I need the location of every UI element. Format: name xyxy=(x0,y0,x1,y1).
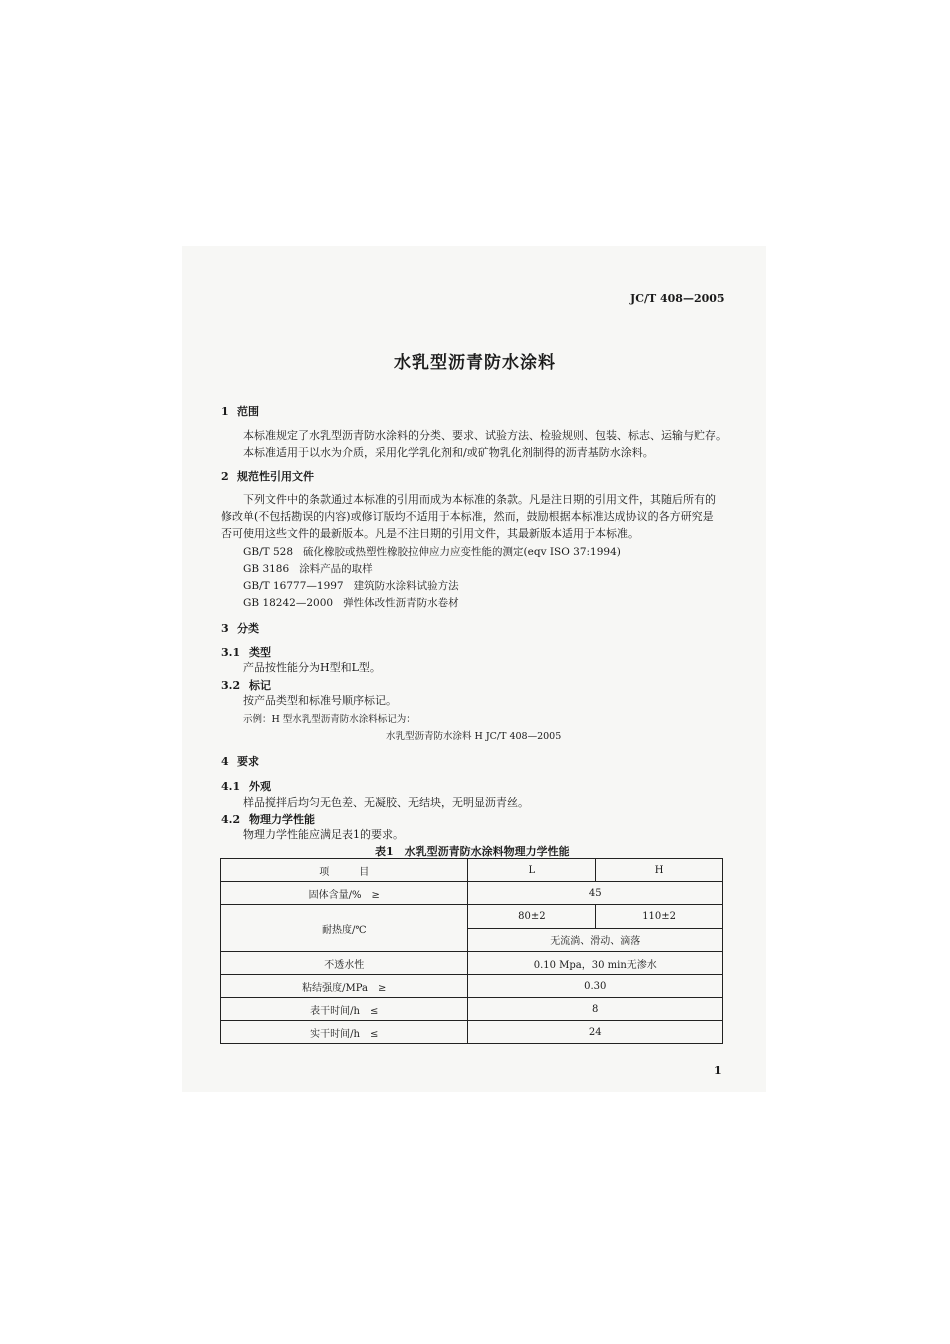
reference-id: GB 18242—2000 xyxy=(243,597,334,609)
reference-item xyxy=(243,561,373,576)
table-row xyxy=(221,882,723,905)
section-number: 1 xyxy=(221,405,229,418)
properties-table xyxy=(220,858,723,1044)
section-title: 分类 xyxy=(237,622,259,635)
example-note: 示例：H 型水乳型沥青防水涂料标记为： xyxy=(243,714,416,725)
table-caption: 表1 水乳型沥青防水涂料物理力学性能 xyxy=(375,845,570,858)
reference-title: 弹性体改性沥青防水卷材 xyxy=(343,597,459,609)
subsection-4-2-heading xyxy=(221,811,315,827)
table-row xyxy=(221,905,723,929)
section-title: 范围 xyxy=(237,405,259,418)
row-value-h: 110±2 xyxy=(596,905,723,929)
header-l: L xyxy=(468,859,596,882)
paragraph: 产品按性能分为H型和L型。 xyxy=(243,661,381,674)
row-label: 耐热度/℃ xyxy=(221,905,468,952)
subsection-title: 物理力学性能 xyxy=(249,813,315,826)
row-label: 表干时间/h ≤ xyxy=(221,998,468,1021)
subsection-title: 外观 xyxy=(249,780,271,793)
row-label: 固体含量/% ≥ xyxy=(221,882,468,905)
reference-id: GB/T 16777—1997 xyxy=(243,580,344,592)
table-row xyxy=(221,998,723,1021)
reference-id: GB/T 528 xyxy=(243,546,294,558)
reference-item xyxy=(243,595,459,610)
page-number: 1 xyxy=(714,1064,722,1077)
row-value: 无流淌、滑动、滴落 xyxy=(468,928,723,952)
row-label: 不透水性 xyxy=(221,952,468,975)
standard-code: JC/T 408—2005 xyxy=(630,292,725,305)
section-number: 4 xyxy=(221,755,229,768)
section-4-heading xyxy=(221,753,259,769)
reference-item xyxy=(243,544,621,559)
row-label: 实干时间/h ≤ xyxy=(221,1021,468,1044)
row-value: 0.30 xyxy=(468,975,723,998)
subsection-number: 3.1 xyxy=(221,646,241,659)
section-3-heading xyxy=(221,620,259,636)
reference-id: GB 3186 xyxy=(243,563,290,575)
table-header-row xyxy=(221,859,723,882)
section-number: 3 xyxy=(221,622,229,635)
example-mark: 水乳型沥青防水涂料 H JC/T 408—2005 xyxy=(386,731,562,742)
subsection-3-2-heading xyxy=(221,677,271,693)
row-value: 0.10 Mpa，30 min无渗水 xyxy=(468,952,723,975)
paragraph: 否可使用这些文件的最新版本。凡是不注日期的引用文件，其最新版本适用于本标准。 xyxy=(221,527,639,540)
header-item: 项 目 xyxy=(221,859,468,882)
reference-title: 涂料产品的取样 xyxy=(299,563,373,575)
subsection-4-1-heading xyxy=(221,778,271,794)
paragraph: 下列文件中的条款通过本标准的引用而成为本标准的条款。凡是注日期的引用文件，其随后所有的 xyxy=(243,493,716,506)
section-number: 2 xyxy=(221,470,229,483)
subsection-number: 3.2 xyxy=(221,679,241,692)
table-row xyxy=(221,975,723,998)
subsection-number: 4.2 xyxy=(221,813,241,826)
section-title: 规范性引用文件 xyxy=(237,470,314,483)
reference-item xyxy=(243,578,459,593)
table-row xyxy=(221,952,723,975)
document-title: 水乳型沥青防水涂料 xyxy=(394,353,556,373)
table-row xyxy=(221,1021,723,1044)
row-label: 粘结强度/MPa ≥ xyxy=(221,975,468,998)
subsection-title: 标记 xyxy=(249,679,271,692)
reference-title: 硫化橡胶或热塑性橡胶拉伸应力应变性能的测定(eqv ISO 37:1994) xyxy=(303,546,621,558)
subsection-number: 4.1 xyxy=(221,780,241,793)
section-1-heading xyxy=(221,403,259,419)
header-h: H xyxy=(596,859,723,882)
section-title: 要求 xyxy=(237,755,259,768)
paragraph: 本标准规定了水乳型沥青防水涂料的分类、要求、试验方法、检验规则、包装、标志、运输与贮存。 xyxy=(243,429,727,442)
subsection-title: 类型 xyxy=(249,646,271,659)
row-value: 8 xyxy=(468,998,723,1021)
row-value: 45 xyxy=(468,882,723,905)
section-2-heading xyxy=(221,468,314,484)
paragraph: 修改单(不包括勘误的内容)或修订版均不适用于本标准，然而，鼓励根据本标准达成协议的各方研究是 xyxy=(221,510,714,523)
paragraph: 物理力学性能应满足表1的要求。 xyxy=(243,828,404,841)
paragraph: 样品搅拌后均匀无色差、无凝胶、无结块，无明显沥青丝。 xyxy=(243,796,529,809)
row-value: 24 xyxy=(468,1021,723,1044)
reference-title: 建筑防水涂料试验方法 xyxy=(353,580,459,592)
subsection-3-1-heading xyxy=(221,644,271,660)
row-value-l: 80±2 xyxy=(468,905,596,929)
paragraph: 本标准适用于以水为介质，采用化学乳化剂和/或矿物乳化剂制得的沥青基防水涂料。 xyxy=(243,446,654,459)
paragraph: 按产品类型和标准号顺序标记。 xyxy=(243,694,397,707)
